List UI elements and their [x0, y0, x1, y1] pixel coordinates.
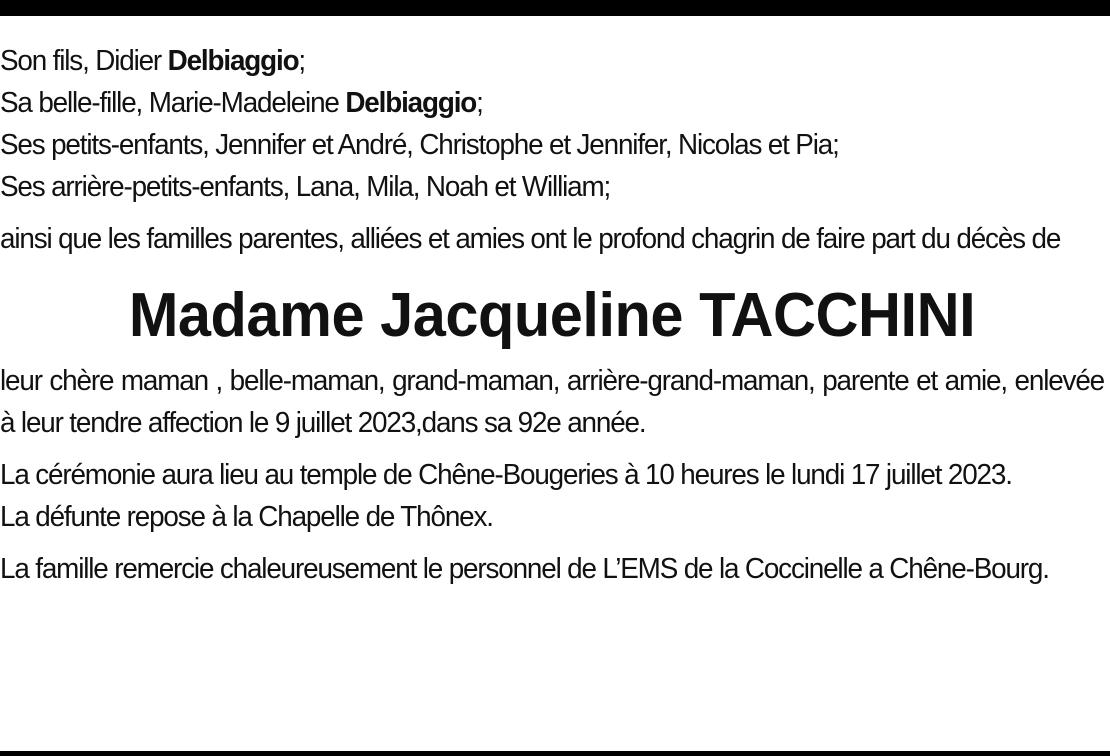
- bottom-rule: [0, 751, 1110, 756]
- ceremony-paragraph: La cérémonie aura lieu au temple de Chêne-Bougeries à 10 heures le lundi 17 juillet 2023.: [0, 459, 1012, 491]
- obituary-notice: [0, 40, 1104, 590]
- family-grandchildren: Ses petits-enfants, Jennifer et André, Christophe et Jennifer, Nicolas et Pia;: [0, 129, 839, 161]
- rest-paragraph: La défunte repose à la Chapelle de Thônex.: [0, 501, 493, 533]
- deceased-name: Madame Jacqueline TACCHINI: [128, 281, 976, 350]
- family-great-grandchildren: Ses arrière-petits-enfants, Lana, Mila, Noah et William;: [0, 171, 611, 203]
- description-paragraph: leur chère maman , belle-maman, grand-maman, arrière-grand-maman, parente et amie, enlevée à leur tendre affection le 9 juillet 2023,dans sa 92e année.: [0, 365, 1104, 439]
- family-son: Son fils, Didier Delbiaggio;: [0, 45, 306, 77]
- thanks-paragraph: La famille remercie chaleureusement le personnel de L’EMS de la Coccinelle a Chêne-Bourg.: [0, 553, 1049, 585]
- intro-paragraph: ainsi que les familles parentes, alliées et amies ont le profond chagrin de faire part du décès de: [0, 223, 1061, 255]
- top-rule: [0, 0, 1110, 16]
- family-daughter-in-law: Sa belle-fille, Marie-Madeleine Delbiaggio;: [0, 87, 483, 119]
